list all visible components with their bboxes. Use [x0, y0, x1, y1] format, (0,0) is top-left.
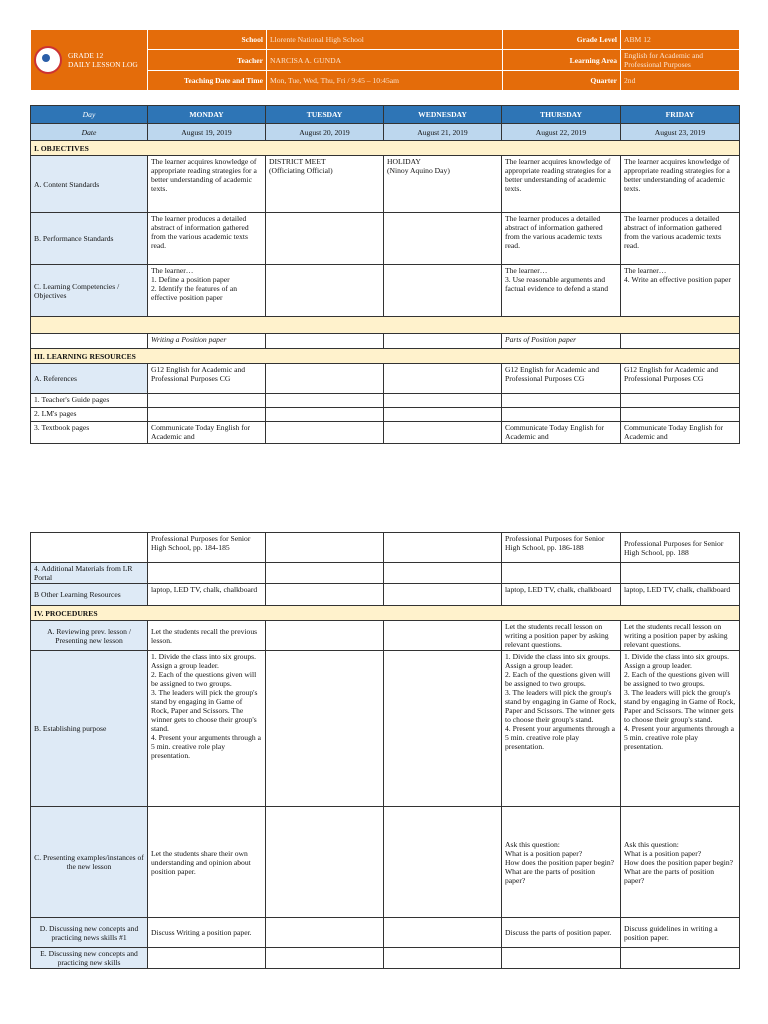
section-resources: III. LEARNING RESOURCES: [31, 349, 740, 364]
lm-mon: [148, 408, 266, 422]
proc-e-label: E. Discussing new concepts and practicing new skills: [31, 948, 148, 969]
comp-thu-intro: The learner…: [505, 266, 548, 275]
logo-title: DAILY LESSON LOG: [68, 60, 138, 69]
content-standards-mon: The learner acquires knowledge of appropriate reading strategies for a better understanding of academic texts.: [148, 156, 266, 213]
area-label: Learning Area: [503, 50, 621, 71]
proc-b-mon-2: 2. Each of the questions given will be assigned to two groups.: [151, 670, 257, 688]
date-wednesday: August 21, 2019: [384, 124, 502, 141]
tdt-value: Mon, Tue, Wed, Thu, Fri / 9:45 – 10:45am: [267, 71, 503, 91]
comp-thu-item3: 3. Use reasonable arguments and factual evidence to defend a stand: [505, 275, 609, 293]
school-label: School: [148, 30, 267, 50]
lm-pages-label: 2. LM's pages: [31, 408, 148, 422]
proc-c-thu: [502, 807, 621, 918]
day-tuesday: TUESDAY: [266, 106, 384, 124]
tg-wed: [384, 394, 502, 408]
proc-b-wed: [384, 651, 502, 807]
competencies-mon: [148, 265, 266, 317]
proc-e-wed: [384, 948, 502, 969]
references-mon: G12 English for Academic and Professional Purposes CG: [148, 364, 266, 394]
date-thursday: August 22, 2019: [502, 124, 621, 141]
performance-standards-mon: The learner produces a detailed abstract of information gathered from the various academic texts read.: [148, 213, 266, 265]
references-wed: [384, 364, 502, 394]
content-standards-wed: [384, 156, 502, 213]
quarter-label: Quarter: [503, 71, 621, 91]
proc-a-tue: [266, 621, 384, 651]
competencies-fri: [621, 265, 740, 317]
logo-text: [68, 51, 138, 69]
proc-b-label: B. Establishing purpose: [31, 651, 148, 807]
section-content-blank: [31, 317, 740, 334]
tg-tue: [266, 394, 384, 408]
textbook-cont-wed: [384, 533, 502, 563]
lesson-log-table-page1: [30, 105, 740, 444]
textbook-tue: [266, 422, 384, 444]
performance-standards-fri: The learner produces a detailed abstract of information gathered from the various academic texts read.: [621, 213, 740, 265]
day-friday: FRIDAY: [621, 106, 740, 124]
other-resources-mon: laptop, LED TV, chalk, chalkboard: [148, 584, 266, 606]
competencies-label: C. Learning Competencies / Objectives: [31, 265, 148, 317]
proc-b-tue: [266, 651, 384, 807]
proc-c-fri-intro: Ask this question:: [624, 839, 679, 849]
tg-thu: [502, 394, 621, 408]
proc-c-thu-q2: How does the position paper begin?: [505, 857, 615, 867]
proc-b-mon-1: 1. Divide the class into six groups. Assign a group leader.: [151, 652, 257, 670]
content-topic-tue: [266, 334, 384, 349]
district-meet-text: DISTRICT MEET: [269, 157, 326, 166]
performance-standards-label: B. Performance Standards: [31, 213, 148, 265]
day-monday: MONDAY: [148, 106, 266, 124]
lm-tue: [266, 408, 384, 422]
textbook-fri: Communicate Today English for Academic and: [621, 422, 740, 444]
content-standards-fri: The learner acquires knowledge of appropriate reading strategies for a better understanding of academic texts.: [621, 156, 740, 213]
additional-materials-label: 4. Additional Materials from LR Portal: [31, 563, 148, 584]
textbook-cont-fri: Professional Purposes for Senior High School, pp. 188: [621, 533, 740, 563]
header-logo: [31, 30, 148, 91]
grade-label: Grade Level: [503, 30, 621, 50]
teacher-label: Teacher: [148, 50, 267, 71]
add-mon: [148, 563, 266, 584]
content-topic-fri: [621, 334, 740, 349]
add-thu: [502, 563, 621, 584]
proc-d-tue: [266, 918, 384, 948]
proc-c-thu-q3: What are the parts of position paper?: [505, 866, 596, 885]
proc-b-fri: [621, 651, 740, 807]
competencies-wed: [384, 265, 502, 317]
other-resources-tue: [266, 584, 384, 606]
lm-wed: [384, 408, 502, 422]
proc-c-wed: [384, 807, 502, 918]
proc-b-mon: [148, 651, 266, 807]
proc-b-thu-1: 1. Divide the class into six groups. Assign a group leader.: [505, 652, 611, 670]
proc-b-fri-3: 3. The leaders will pick the group's stand by engaging in Game of Rock, Paper and Scissors. The winner gets to choose their group's stand.: [624, 688, 736, 724]
proc-a-wed: [384, 621, 502, 651]
content-topic-wed: [384, 334, 502, 349]
add-tue: [266, 563, 384, 584]
proc-c-fri-q2: How does the position paper begin?: [624, 857, 734, 867]
textbook-thu: Communicate Today English for Academic and: [502, 422, 621, 444]
add-fri: [621, 563, 740, 584]
teachers-guide-label: 1. Teacher's Guide pages: [31, 394, 148, 408]
textbook-cont-label: [31, 533, 148, 563]
competencies-thu: [502, 265, 621, 317]
lm-thu: [502, 408, 621, 422]
comp-mon-intro: The learner…: [151, 266, 194, 275]
proc-c-fri-q1: What is a position paper?: [624, 848, 702, 858]
proc-e-tue: [266, 948, 384, 969]
section-objectives: I. OBJECTIVES: [31, 141, 740, 156]
performance-standards-wed: [384, 213, 502, 265]
comp-mon-item2: 2. Identify the features of an effective position paper: [151, 284, 238, 302]
date-label: Date: [31, 124, 148, 141]
content-topic-mon: Writing a Position paper: [148, 334, 266, 349]
textbook-label: 3. Textbook pages: [31, 422, 148, 444]
proc-d-thu: Discuss the parts of position paper.: [502, 918, 621, 948]
textbook-cont-mon: Professional Purposes for Senior High School, pp. 184-185: [148, 533, 266, 563]
proc-e-mon: [148, 948, 266, 969]
performance-standards-thu: The learner produces a detailed abstract of information gathered from the various academic texts read.: [502, 213, 621, 265]
references-fri: G12 English for Academic and Professional Purposes CG: [621, 364, 740, 394]
proc-d-mon: Discuss Writing a position paper.: [148, 918, 266, 948]
date-tuesday: August 20, 2019: [266, 124, 384, 141]
proc-d-wed: [384, 918, 502, 948]
officiating-text: (Officiating Official): [269, 166, 333, 175]
ninoy-aquino-text: (Ninoy Aquino Day): [387, 166, 450, 175]
day-label: Day: [31, 106, 148, 124]
proc-b-fri-2: 2. Each of the questions given will be assigned to two groups.: [624, 670, 730, 688]
references-thu: G12 English for Academic and Professional Purposes CG: [502, 364, 621, 394]
references-label: A. References: [31, 364, 148, 394]
proc-a-label: A. Reviewing prev. lesson / Presenting new lesson: [31, 621, 148, 651]
other-resources-wed: [384, 584, 502, 606]
day-thursday: THURSDAY: [502, 106, 621, 124]
content-topic-thu: Parts of Position paper: [502, 334, 621, 349]
proc-b-fri-4: 4. Present your arguments through a 5 min. creative role play presentation.: [624, 724, 734, 751]
proc-c-label: C. Presenting examples/instances of the new lesson: [31, 807, 148, 918]
date-monday: August 19, 2019: [148, 124, 266, 141]
proc-b-mon-4: 4. Present your arguments through a 5 min. creative role play presentation.: [151, 733, 261, 760]
logo-grade: GRADE 12: [68, 51, 104, 60]
proc-c-thu-q1: What is a position paper?: [505, 848, 583, 858]
proc-b-thu-2: 2. Each of the questions given will be assigned to two groups.: [505, 670, 611, 688]
content-topic-label: [31, 334, 148, 349]
header-table: [30, 29, 740, 91]
add-wed: [384, 563, 502, 584]
tdt-label: Teaching Date and Time: [148, 71, 267, 91]
other-resources-label: B Other Learning Resources: [31, 584, 148, 606]
comp-fri-intro: The learner…: [624, 266, 667, 275]
content-standards-tue: [266, 156, 384, 213]
textbook-cont-thu: Professional Purposes for Senior High School, pp. 186-188: [502, 533, 621, 563]
school-value: Llorente National High School: [267, 30, 503, 50]
day-wednesday: WEDNESDAY: [384, 106, 502, 124]
tg-mon: [148, 394, 266, 408]
proc-b-fri-1: 1. Divide the class into six groups. Assign a group leader.: [624, 652, 730, 670]
tg-fri: [621, 394, 740, 408]
proc-c-fri: [621, 807, 740, 918]
deped-seal-icon: [34, 46, 62, 74]
textbook-mon: Communicate Today English for Academic and: [148, 422, 266, 444]
proc-c-mon: Let the students share their own understanding and opinion about position paper.: [148, 807, 266, 918]
proc-d-label: D. Discussing new concepts and practicing news skills #1: [31, 918, 148, 948]
proc-d-fri: Discuss guidelines in writing a position paper.: [621, 918, 740, 948]
proc-c-thu-intro: Ask this question:: [505, 839, 560, 849]
performance-standards-tue: [266, 213, 384, 265]
comp-fri-item4: 4. Write an effective position paper: [624, 275, 731, 284]
proc-b-mon-3: 3. The leaders will pick the group's stand by engaging in Game of Rock, Paper and Scissors. The winner gets to choose their group's stand.: [151, 688, 258, 733]
teacher-value: NARCISA A. GUNDA: [267, 50, 503, 71]
section-procedures: IV. PROCEDURES: [31, 606, 740, 621]
content-standards-label: A. Content Standards: [31, 156, 148, 213]
proc-a-fri: Let the students recall lesson on writing a position paper by asking relevant questions.: [621, 621, 740, 651]
proc-e-thu: [502, 948, 621, 969]
lesson-log-table-page2: [30, 532, 740, 969]
grade-value: ABM 12: [621, 30, 740, 50]
textbook-cont-tue: [266, 533, 384, 563]
other-resources-fri: laptop, LED TV, chalk, chalkboard: [621, 584, 740, 606]
proc-e-fri: [621, 948, 740, 969]
date-friday: August 23, 2019: [621, 124, 740, 141]
quarter-value: 2nd: [621, 71, 740, 91]
proc-c-fri-q3: What are the parts of position paper?: [624, 866, 715, 885]
proc-b-thu-3: 3. The leaders will pick the group's stand by engaging in Game of Rock, Paper and Scissors. The winner gets to choose their group's stand.: [505, 688, 617, 724]
comp-mon-item1: 1. Define a position paper: [151, 275, 230, 284]
area-value: English for Academic and Professional Purposes: [621, 50, 740, 71]
other-resources-thu: laptop, LED TV, chalk, chalkboard: [502, 584, 621, 606]
lm-fri: [621, 408, 740, 422]
proc-b-thu: [502, 651, 621, 807]
holiday-text: HOLIDAY: [387, 157, 421, 166]
textbook-wed: [384, 422, 502, 444]
competencies-tue: [266, 265, 384, 317]
content-standards-thu: The learner acquires knowledge of appropriate reading strategies for a better understanding of academic texts.: [502, 156, 621, 213]
proc-c-tue: [266, 807, 384, 918]
proc-b-thu-4: 4. Present your arguments through a 5 min. creative role play presentation.: [505, 724, 615, 751]
references-tue: [266, 364, 384, 394]
proc-a-mon: Let the students recall the previous lesson.: [148, 621, 266, 651]
proc-a-thu: Let the students recall lesson on writing a position paper by asking relevant questions.: [502, 621, 621, 651]
